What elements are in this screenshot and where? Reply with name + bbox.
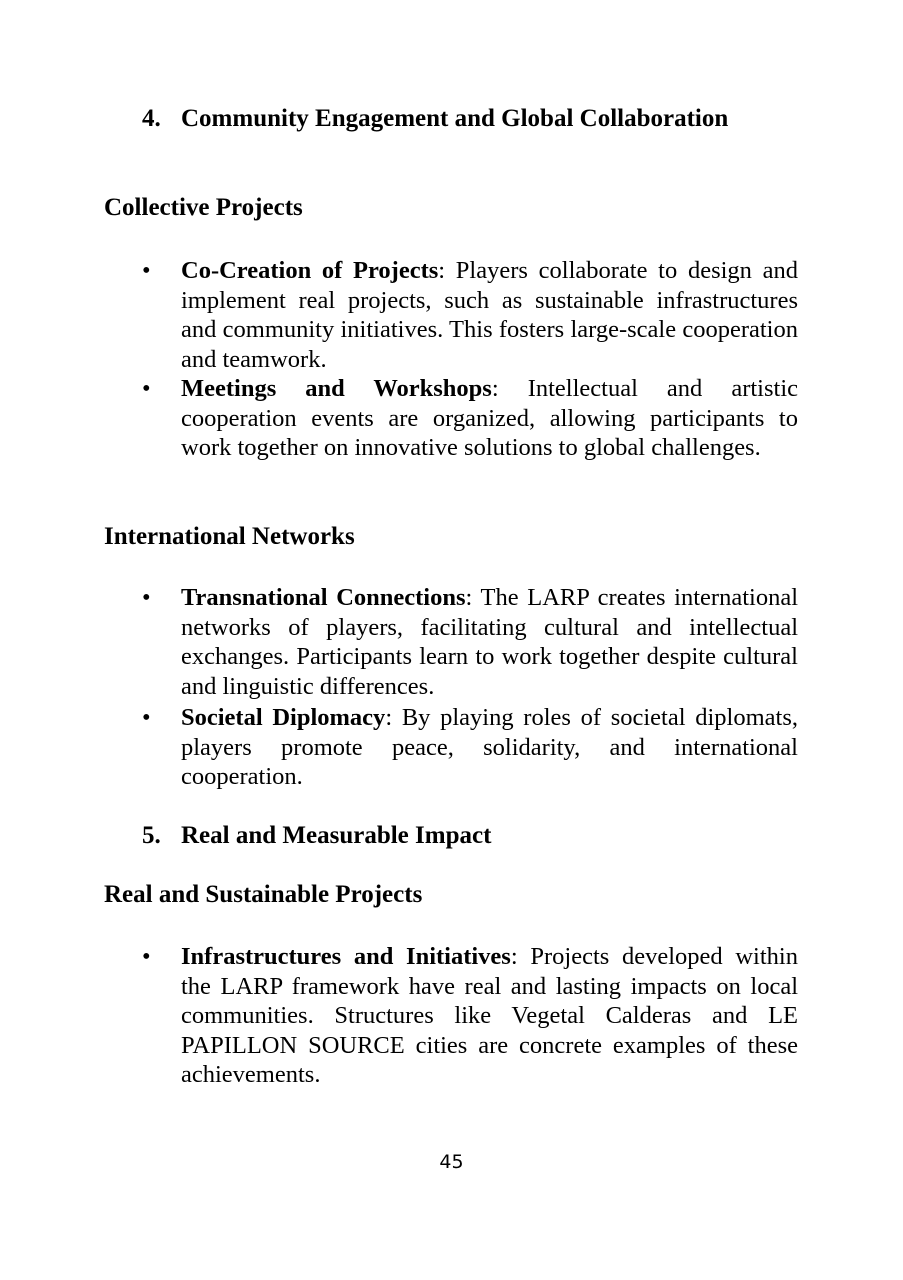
item-text: : By playing roles of societal diplomats, players promote peace, solidarity, and international cooperation. — [181, 704, 798, 790]
section-title: Real and Measurable Impact — [181, 822, 492, 849]
item-term: Meetings and Workshops — [181, 375, 492, 402]
item-term: Co-Creation of Projects — [181, 257, 439, 284]
item-term: Infrastructures and Initiatives — [181, 943, 511, 970]
subsection-heading: International Networks — [104, 523, 355, 550]
item-term: Transnational Connections — [181, 584, 466, 611]
item-text: : Players collaborate to design and implement real projects, such as sustainable infrastructures and community initiatives. This fosters large-scale cooperation and teamwork. — [181, 257, 798, 373]
item-text: : Intellectual and artistic cooperation events are organized, allowing participants to work together on innovative solutions to global challenges. — [181, 375, 799, 461]
section-heading-4 — [142, 104, 798, 134]
section-title: Community Engagement and Global Collaboration — [181, 105, 729, 132]
bullet-icon: • — [142, 704, 151, 731]
list-item — [142, 703, 798, 792]
bullet-icon: • — [142, 375, 151, 402]
section-number: 5. — [142, 822, 161, 849]
section-number: 4. — [142, 105, 161, 132]
list-item — [142, 942, 798, 1090]
item-term: Societal Diplomacy — [181, 704, 386, 731]
bullet-icon: • — [142, 584, 151, 611]
item-text: : Projects developed within the LARP framework have real and lasting impacts on local communities. Structures like Vegetal Calderas and LE PAPILLON SOURCE cities are concrete examples of these achievements. — [181, 943, 798, 1088]
bullet-icon: • — [142, 943, 151, 970]
item-text: : The LARP creates international networks of players, facilitating cultural and intellectual exchanges. Participants learn to work together despite cultural and linguistic differences. — [181, 584, 799, 700]
list-item — [142, 374, 798, 463]
subsection-heading: Real and Sustainable Projects — [104, 881, 423, 908]
subsection-heading: Collective Projects — [104, 194, 303, 221]
list-item — [142, 583, 798, 701]
page-number: 45 — [439, 1151, 464, 1173]
bullet-icon: • — [142, 257, 151, 284]
section-heading-5 — [142, 821, 798, 851]
list-item — [142, 256, 798, 374]
